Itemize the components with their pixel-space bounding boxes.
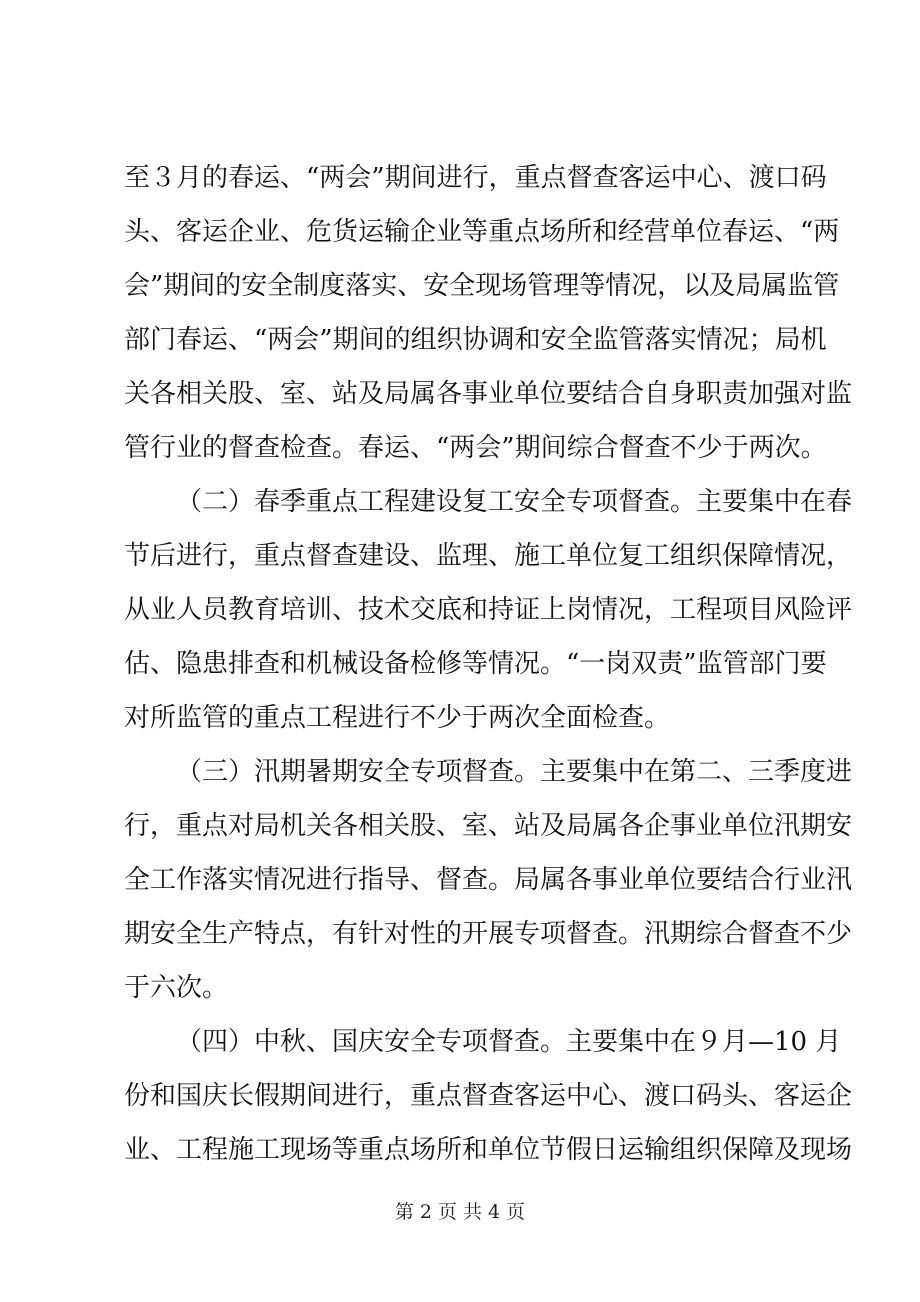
- page-footer: 第 2 页 共 4 页: [394, 1201, 526, 1223]
- body-line: 从业人员教育培训、技术交底和持证上岗情况，工程项目风险评: [124, 595, 853, 625]
- body-line: 份和国庆长假期间进行，重点督查客运中心、渡口码头、客运企: [124, 1081, 853, 1111]
- body-line: 业、工程施工现场等重点场所和单位节假日运输组织保障及现场: [124, 1135, 853, 1165]
- body-line: 会”期间的安全制度落实、安全现场管理等情况，以及局属监管: [124, 271, 840, 301]
- body-line: 行，重点对局机关各相关股、室、站及局属各企事业单位汛期安: [124, 811, 853, 841]
- body-line: 至３月的春运、“两会”期间进行，重点督查客运中心、渡口码: [124, 163, 827, 193]
- paragraph-first-line: （二）春季重点工程建设复工安全专项督查。主要集中在春: [176, 487, 853, 517]
- body-line: 期安全生产特点，有针对性的开展专项督查。汛期综合督查不少: [124, 919, 853, 949]
- paragraph-first-line: （三）汛期暑期安全专项督查。主要集中在第二、三季度进: [176, 757, 853, 787]
- body-line: 估、隐患排查和机械设备检修等情况。“一岗双责”监管部门要: [124, 649, 827, 679]
- body-line: 部门春运、“两会”期间的组织协调和安全监管落实情况；局机: [124, 325, 827, 355]
- body-line: 节后进行，重点督查建设、监理、施工单位复工组织保障情况，: [124, 541, 853, 571]
- body-line: 全工作落实情况进行指导、督查。局属各事业单位要结合行业汛: [124, 865, 853, 895]
- body-line: 管行业的督查检查。春运、“两会”期间综合督查不少于两次。: [124, 433, 827, 463]
- paragraph-first-line: （四）中秋、国庆安全专项督查。主要集中在９月—10 月: [176, 1027, 842, 1057]
- body-line: 对所监管的重点工程进行不少于两次全面检查。: [124, 703, 671, 733]
- body-line: 于六次。: [124, 973, 229, 1003]
- body-line: 头、客运企业、危货运输企业等重点场所和经营单位春运、“两: [124, 217, 840, 247]
- body-line: 关各相关股、室、站及局属各事业单位要结合自身职责加强对监: [124, 379, 853, 409]
